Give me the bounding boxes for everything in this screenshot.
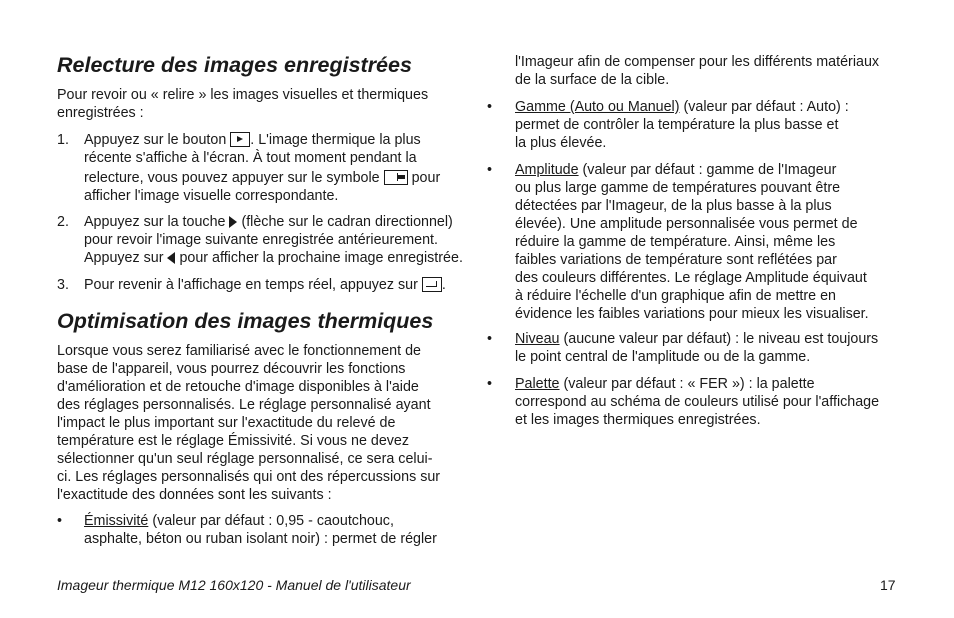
text-fragment: Pour revenir à l'affichage en temps réel, appuyez sur <box>84 277 418 293</box>
text-line: évidence les faibles variations pour mieux les visualiser. <box>515 306 869 322</box>
section-title-relecture: Relecture des images enregistrées <box>57 53 412 77</box>
text-fragment: (valeur par défaut : 0,95 - caoutchouc, <box>148 513 394 529</box>
text-fragment: . <box>441 277 446 293</box>
optimisation-paragraph <box>57 342 440 504</box>
text-line <box>84 512 469 530</box>
text-line: afficher l'image visuelle correspondante. <box>84 188 339 204</box>
play-button-icon <box>230 132 250 147</box>
relecture-intro <box>57 86 428 122</box>
emissivite-continuation <box>515 53 879 89</box>
text-line: réduire la gamme de température. Ainsi, même les <box>515 234 836 250</box>
text-line <box>84 169 474 187</box>
text-line: et les images thermiques enregistrées. <box>515 412 761 428</box>
text-line: température est le réglage Émissivité. Si vous ne devez <box>57 433 410 449</box>
text-line: l'exactitude des données sont les suivants : <box>57 487 332 503</box>
text-line: des réglages personnalisés. Le réglage personnalisé ayant <box>57 397 431 413</box>
text-line: ou plus large gamme de températures pouvant être <box>515 180 841 196</box>
step-text <box>84 131 474 205</box>
text-line: enregistrées : <box>57 105 144 121</box>
text-line <box>84 131 474 149</box>
text-line: récente s'affiche à l'écran. À tout moment pendant la <box>84 150 417 166</box>
right-arrow-icon <box>229 216 237 228</box>
bullet-marker: • <box>57 513 63 529</box>
bullet-marker: • <box>487 331 493 347</box>
text-line: de la surface de la cible. <box>515 72 670 88</box>
text-fragment: pour afficher la prochaine image enregistrée. <box>179 250 463 266</box>
text-fragment: (valeur par défaut : Auto) : <box>679 99 849 115</box>
text-fragment: relecture, vous pouvez appuyer sur le symbole <box>84 170 380 186</box>
bullet-marker: • <box>487 162 493 178</box>
text-fragment: (aucune valeur par défaut) : le niveau est toujours <box>559 331 879 347</box>
text-fragment: Appuyez sur <box>84 250 164 266</box>
text-fragment: (flèche sur le cadran directionnel) <box>241 214 453 230</box>
text-line <box>515 330 900 348</box>
text-fragment: (valeur par défaut : « FER ») : la palette <box>559 376 815 392</box>
bullet-text <box>515 98 900 152</box>
text-line: l'impact le plus important sur l'exactitude du relevé de <box>57 415 396 431</box>
text-line: élevée). Une amplitude personnalisée vous permet de <box>515 216 858 232</box>
text-line: asphalte, béton ou ruban isolant noir) : permet de régler <box>84 531 437 547</box>
bullet-marker: • <box>487 99 493 115</box>
text-fragment: (valeur par défaut : gamme de l'Imageur <box>578 162 837 178</box>
text-line <box>515 375 900 393</box>
step-number: 1. <box>57 132 69 148</box>
text-line: ci. Les réglages personnalisés qui ont des répercussions sur <box>57 469 441 485</box>
step-text <box>84 213 474 267</box>
term-gamme: Gamme (Auto ou Manuel) <box>515 99 680 115</box>
text-line: Pour revoir ou « relire » les images visuelles et thermiques <box>57 87 429 103</box>
bullet-marker: • <box>487 376 493 392</box>
text-line: d'amélioration et de retouche d'image disponibles à l'aide <box>57 379 419 395</box>
footer-title: Imageur thermique M12 160x120 - Manuel de l'utilisateur <box>57 577 411 593</box>
bullet-text <box>515 330 900 366</box>
section-title-optimisation: Optimisation des images thermiques <box>57 309 434 333</box>
text-line <box>515 98 900 116</box>
text-line: la plus élevée. <box>515 135 607 151</box>
text-line: Lorsque vous serez familiarisé avec le fonctionnement de <box>57 343 421 359</box>
image-swap-icon <box>384 170 408 185</box>
left-arrow-icon <box>167 252 175 264</box>
text-line: pour revoir l'image suivante enregistrée antérieurement. <box>84 232 438 248</box>
bullet-text <box>515 375 900 429</box>
text-line <box>515 161 900 179</box>
bullet-text <box>84 512 469 548</box>
enter-button-icon <box>422 277 442 292</box>
term-niveau: Niveau <box>515 331 560 347</box>
text-fragment: Appuyez sur la touche <box>84 214 226 230</box>
text-line: faibles variations de température sont reflétées par <box>515 252 837 268</box>
bullet-text <box>515 161 900 323</box>
text-line <box>84 249 474 267</box>
term-palette: Palette <box>515 376 560 392</box>
text-line: base de l'appareil, vous pourrez découvrir les fonctions <box>57 361 406 377</box>
step-number: 2. <box>57 214 69 230</box>
text-fragment: pour <box>411 170 441 186</box>
step-number: 3. <box>57 277 69 293</box>
text-line: à réduire l'échelle d'un graphique afin de mettre en <box>515 288 836 304</box>
text-line <box>84 213 474 231</box>
term-amplitude: Amplitude <box>515 162 579 178</box>
text-line: permet de contrôler la température la plus basse et <box>515 117 839 133</box>
term-emissivite: Émissivité <box>84 513 149 529</box>
text-line: sélectionner qu'un seul réglage personnalisé, ce sera celui- <box>57 451 433 467</box>
text-line: le point central de l'amplitude ou de la gamme. <box>515 349 811 365</box>
text-line: des couleurs différentes. Le réglage Amplitude équivaut <box>515 270 867 286</box>
text-line <box>84 276 474 294</box>
text-fragment: . L'image thermique la plus <box>250 132 421 148</box>
text-line: l'Imageur afin de compenser pour les différents matériaux <box>515 54 880 70</box>
text-line: correspond au schéma de couleurs utilisé pour l'affichage <box>515 394 880 410</box>
step-text <box>84 276 474 294</box>
page-number: 17 <box>880 577 896 593</box>
text-line: détectées par l'Imageur, de la plus basse à la plus <box>515 198 832 214</box>
text-fragment: Appuyez sur le bouton <box>84 132 227 148</box>
